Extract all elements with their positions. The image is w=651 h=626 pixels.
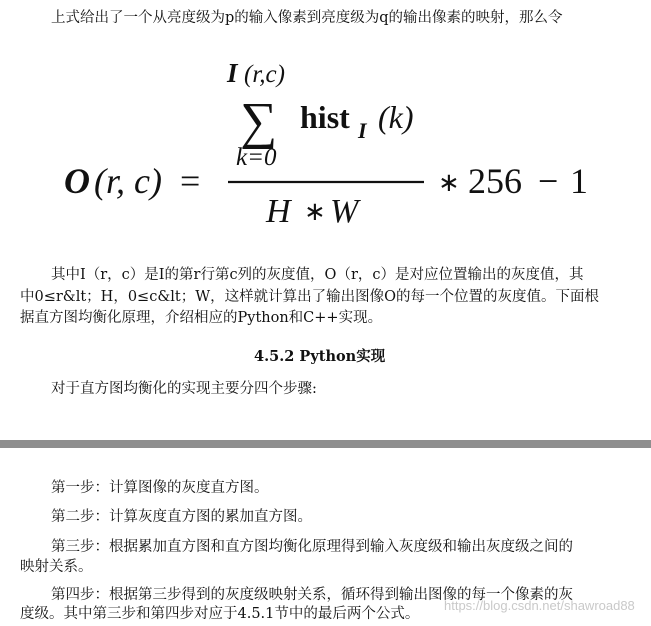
lhs-O: O (64, 161, 90, 201)
step-item-continuation: 映射关系。 (20, 559, 93, 575)
step-item: 第三步：根据累加直方图和直方图均衡化原理得到输入灰度级和输出灰度级之间的 (51, 539, 573, 555)
watermark-url: https://blog.csdn.net/shawroad88 (444, 598, 635, 613)
hist-subscript: I (358, 118, 367, 143)
step-item: 第二步：计算灰度直方图的累加直方图。 (51, 509, 312, 525)
paragraph-line-2: 中0≤r&lt；H，0≤c&lt；W，这样就计算出了输出图像O的每一个位置的灰度值。下面根 (20, 289, 599, 305)
denominator-W: W (330, 193, 359, 230)
step-item: 第一步：计算图像的灰度直方图。 (51, 480, 269, 496)
section-heading: 4.5.2 Python实现 (254, 348, 386, 365)
paragraph-line-3: 据直方图均衡化原理，介绍相应的Python和C++实现。 (20, 310, 383, 326)
sigma-symbol: ∑ (240, 93, 278, 150)
constant-1: 1 (570, 161, 588, 201)
sum-lower-limit: k=0 (236, 144, 277, 171)
times-operator: ∗ (438, 168, 460, 198)
hist-arg: (k) (378, 99, 414, 135)
step-item: 第四步：根据第三步得到的灰度级映射关系，循环得到输出图像的每一个像素的灰 (51, 587, 573, 603)
page-divider (0, 440, 651, 448)
equals-sign: = (180, 161, 201, 201)
sum-upper-args: (r,c) (244, 61, 285, 88)
histogram-equalization-formula (0, 52, 651, 242)
denominator-times: ∗ (304, 197, 326, 227)
constant-256: 256 (468, 161, 522, 201)
lhs-args: (r, c) (94, 161, 162, 201)
hist-term: hist (300, 99, 350, 135)
minus-operator: − (538, 161, 559, 201)
sum-upper-I: I (227, 58, 238, 88)
paragraph-line-1: 其中I（r，c）是I的第r行第c列的灰度值，O（r，c）是对应位置输出的灰度值，其 (51, 267, 584, 283)
intro-text: 上式给出了一个从亮度级为p的输入像素到亮度级为q的输出像素的映射，那么令 (51, 10, 563, 26)
step-item-continuation: 度级。其中第三步和第四步对应于4.5.1节中的最后两个公式。 (20, 606, 420, 622)
steps-intro: 对于直方图均衡化的实现主要分四个步骤: (51, 381, 317, 397)
denominator-H: H (266, 193, 291, 230)
